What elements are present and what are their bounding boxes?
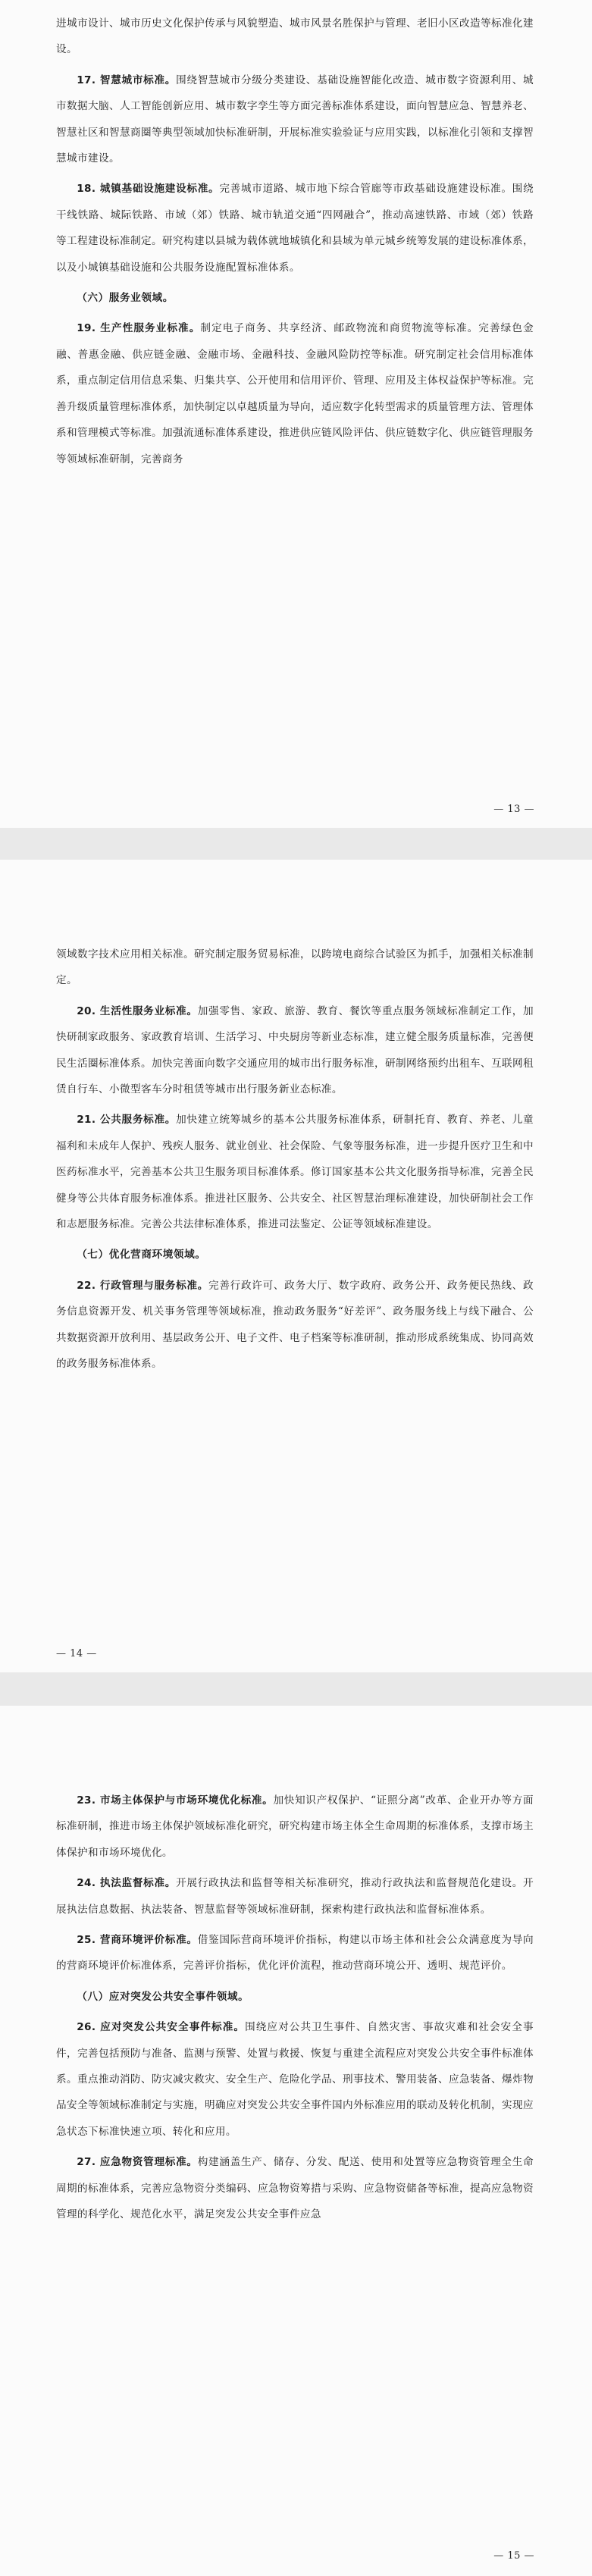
- document-page: [0, 860, 592, 1672]
- clause-title: 27. 应急物资管理标准。: [77, 2156, 198, 2169]
- paragraph: 17. 智慧城市标准。围绕智慧城市分级分类建设、基础设施智能化改造、城市数字资源利用、城市数据大脑、人工智能创新应用、城市数字孪生等方面完善标准体系建设，面向智慧应急、智慧养老、智慧社区和智慧商圈等典型领域加快标准研制，开展标准实验验证与应用实践，以标准化引领和支撑智慧城市建设。: [56, 74, 534, 165]
- document-page: [0, 0, 592, 828]
- paragraph: 25. 营商环境评价标准。借鉴国际营商环境评价指标，构建以市场主体和社会公众满意度为导向的营商环境评价标准体系，完善评价指标，优化评价流程，推动营商环境公开、透明、规范评价。: [56, 1934, 534, 1973]
- section-heading: （八）应对突发公共安全事件领域。: [77, 1990, 249, 2003]
- paragraph: 进城市设计、城市历史文化保护传承与风貌塑造、城市风景名胜保护与管理、老旧小区改造等标准化建设。: [56, 17, 534, 56]
- page-body: [56, 11, 534, 477]
- clause-title: 22. 行政管理与服务标准。: [77, 1279, 209, 1292]
- page-number: — 15 —: [493, 2550, 534, 2562]
- clause-title: 24. 执法监督标准。: [77, 1877, 177, 1890]
- page-body: [56, 942, 534, 1382]
- clause-title: 19. 生产性服务业标准。: [77, 322, 201, 335]
- clause-title: 26. 应对突发公共安全事件标准。: [77, 2021, 246, 2034]
- page-body: [56, 1788, 534, 2233]
- paragraph: 24. 执法监督标准。开展行政执法和监督等相关标准研究，推动行政执法和监督规范化建设。开展执法信息数据、执法装备、智慧监督等领域标准研制，探索构建行政执法和监督标准体系。: [56, 1877, 534, 1916]
- section-heading: （六）服务业领域。: [77, 292, 174, 305]
- clause-title: 21. 公共服务标准。: [77, 1114, 177, 1127]
- paragraph: 26. 应对突发公共安全事件标准。围绕应对公共卫生事件、自然灾害、事故灾难和社会安全事件，完善包括预防与准备、监测与预警、处置与救援、恢复与重建全流程应对突发公共安全事件标准体系。重点推动消防、防灾减灾救灾、安全生产、危险化学品、刑事技术、警用装备、应急装备、爆炸物品安全等领域标准制定与实施，明确应对突发公共安全事件国内外标准应用的联动及转化机制，实现应急状态下标准快速立项、转化和应用。: [56, 2021, 534, 2138]
- page-number: — 14 —: [56, 1648, 97, 1659]
- section-heading: （七）优化营商环境领域。: [77, 1249, 206, 1261]
- page-number: — 13 —: [493, 804, 534, 815]
- paragraph: 领域数字技术应用相关标准。研究制定服务贸易标准，以跨境电商综合试验区为抓手，加强相关标准制定。: [56, 948, 534, 987]
- paragraph: 20. 生活性服务业标准。加强零售、家政、旅游、教育、餐饮等重点服务领域标准制定工作，加快研制家政服务、家政教育培训、生活学习、中央厨房等新业态标准，建立健全服务质量标准，完善便民生活圈标准体系。加快完善面向数字交通应用的城市出行服务标准，研制网络预约出租车、互联网租赁自行车、小微型客车分时租赁等城市出行服务新业态标准。: [56, 1004, 534, 1096]
- clause-title: 17. 智慧城市标准。: [77, 74, 177, 86]
- paragraph: 22. 行政管理与服务标准。完善行政许可、政务大厅、数字政府、政务公开、政务便民热线、政务信息资源开发、机关事务管理等领域标准，推动政务服务“好差评”、政务服务线上与线下融合、公共数据资源开放利用、基层政务公开、电子文件、电子档案等标准研制，推动形成系统集成、协同高效的政务服务标准体系。: [56, 1279, 534, 1371]
- paragraph: 18. 城镇基础设施建设标准。完善城市道路、城市地下综合管廊等市政基础设施建设标准。围绕干线铁路、城际铁路、市域（郊）铁路、城市轨道交通“四网融合”，推动高速铁路、市域（郊）铁路等工程建设标准制定。研究构建以县城为载体就地城镇化和县域为单元城乡统筹发展的建设标准体系，以及小城镇基础设施和公共服务设施配置标准体系。: [56, 183, 534, 274]
- clause-title: 23. 市场主体保护与市场环境优化标准。: [77, 1794, 274, 1807]
- clause-title: 18. 城镇基础设施建设标准。: [77, 183, 220, 196]
- paragraph: 19. 生产性服务业标准。制定电子商务、共享经济、邮政物流和商贸物流等标准。完善绿色金融、普惠金融、供应链金融、金融市场、金融科技、金融风险防控等标准。研究制定社会信用标准体系，重点制定信用信息采集、归集共享、公开使用和信用评价、管理、应用及主体权益保护等标准。完善升级质量管理标准体系，加快制定以卓越质量为导向，适应数字化转型需求的质量管理方法、管理体系和管理模式等标准。加强流通标准体系建设，推进供应链风险评估、供应链数字化、供应链管理服务等领域标准研制，完善商务: [56, 322, 534, 465]
- paragraph: 21. 公共服务标准。加快建立统筹城乡的基本公共服务标准体系，研制托育、教育、养老、儿童福利和未成年人保护、残疾人服务、就业创业、社会保险、气象等服务标准，进一步提升医疗卫生和中医药标准水平，完善基本公共卫生服务项目标准体系。修订国家基本公共文化服务指导标准，完善全民健身等公共体育服务标准体系。推进社区服务、公共安全、社区智慧治理标准建设，加快研制社会工作和志愿服务标准。完善公共法律标准体系，推进司法鉴定、公证等领域标准建设。: [56, 1114, 534, 1231]
- paragraph: 23. 市场主体保护与市场环境优化标准。加快知识产权保护、“证照分离”改革、企业开办等方面标准研制，推进市场主体保护领域标准化研究，研究构建市场主体全生命周期的标准体系，支撑市场主体保护和市场环境优化。: [56, 1794, 534, 1859]
- paragraph: 27. 应急物资管理标准。构建涵盖生产、储存、分发、配送、使用和处置等应急物资管理全生命周期的标准体系，完善应急物资分类编码、应急物资筹措与采购、应急物资储备等标准，提高应急物资管理的科学化、规范化水平，满足突发公共安全事件应急: [56, 2156, 534, 2221]
- document-page: [0, 1706, 592, 2576]
- clause-title: 25. 营商环境评价标准。: [77, 1934, 198, 1947]
- clause-title: 20. 生活性服务业标准。: [77, 1004, 198, 1017]
